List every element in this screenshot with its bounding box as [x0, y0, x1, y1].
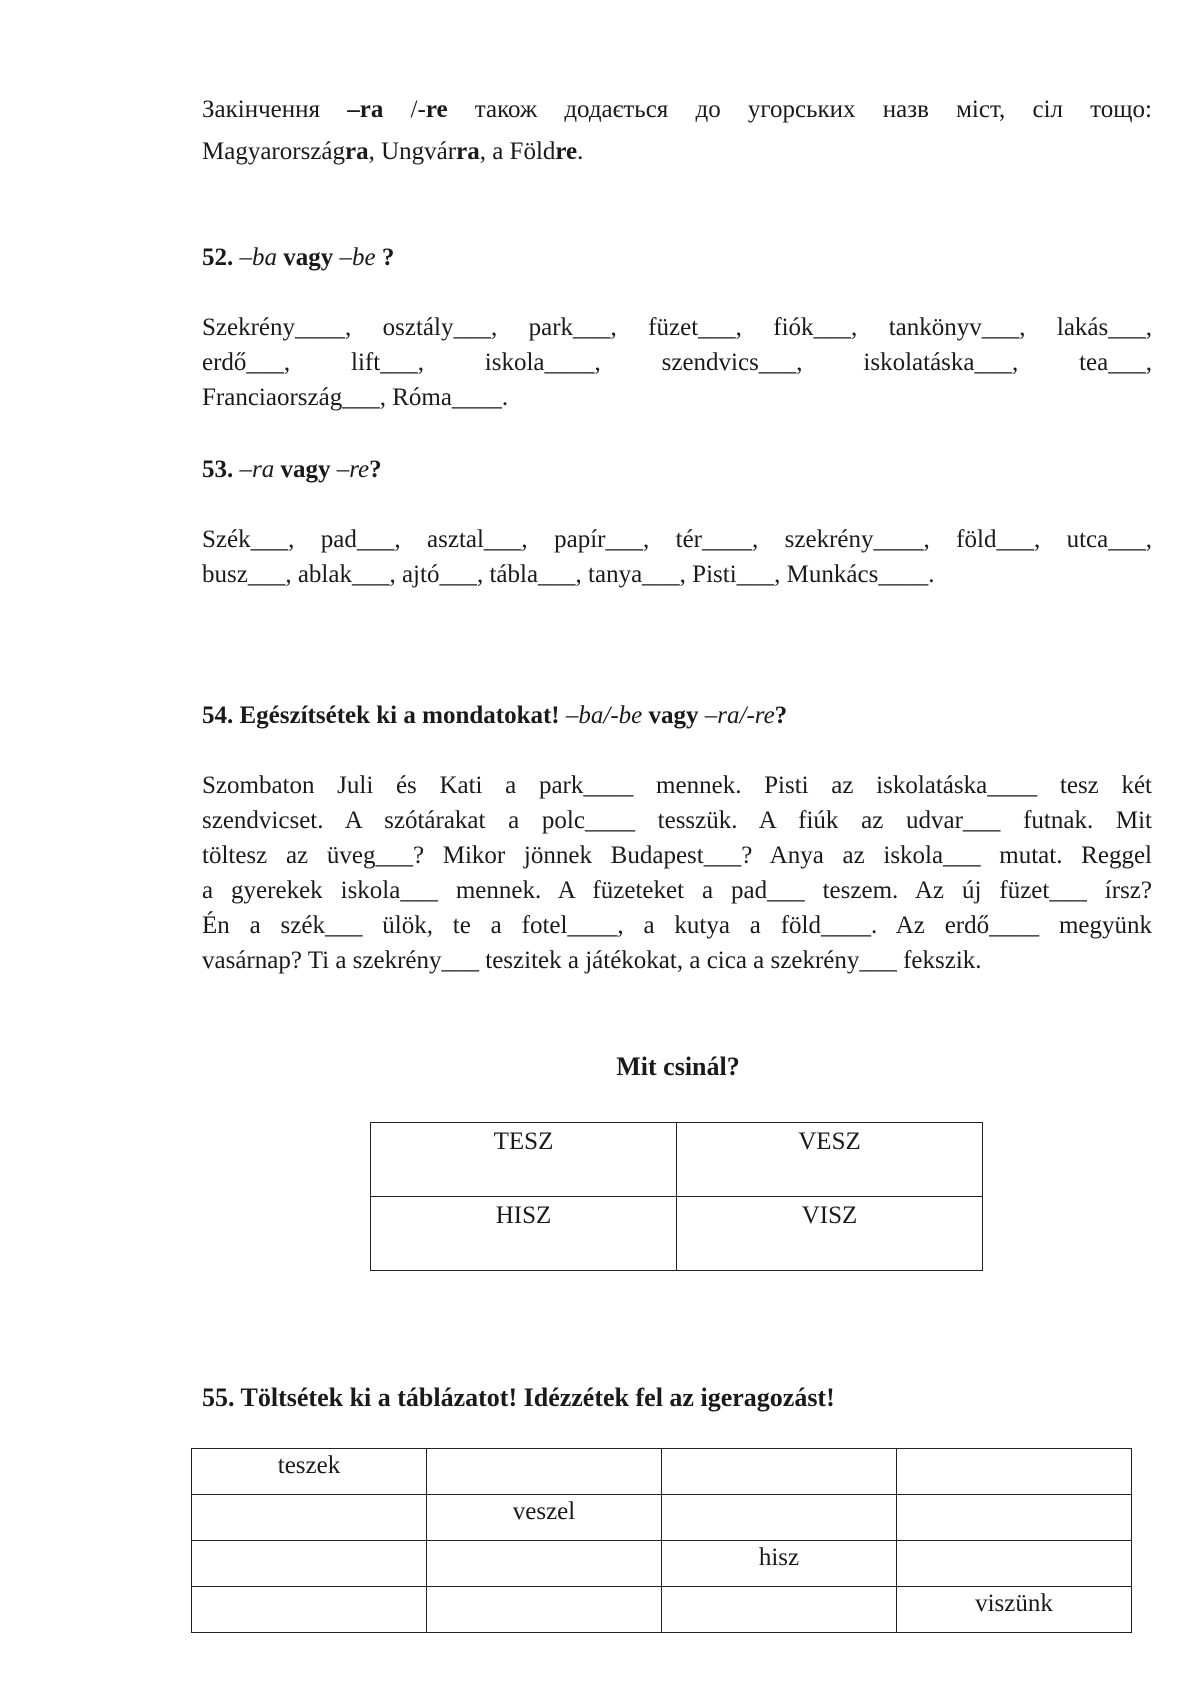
table-cell	[427, 1587, 662, 1633]
exercise-54-line-5: Én a szék___ ülök, te a fotel____, a kutya a föld____. Az erdő____ megyünk	[202, 912, 1152, 939]
exercise-54-heading: 54. Egészítsétek ki a mondatokat! –ba/-be vagy –ra/-re?	[202, 702, 788, 729]
mit-csinal-title: Mit csinál?	[616, 1052, 740, 1081]
table-cell: veszel	[427, 1495, 662, 1541]
table-cell	[662, 1495, 897, 1541]
table-row	[192, 1449, 1132, 1495]
exercise-53-line-1: Szék___, pad___, asztal___, papír___, tér____, szekrény____, föld___, utca___,	[202, 526, 1152, 553]
table-cell	[662, 1587, 897, 1633]
table-cell	[897, 1495, 1132, 1541]
exercise-52-line-3: Franciaország___, Róma____.	[202, 384, 509, 411]
intro-line-2: Magyarországra, Ungvárra, a Földre.	[202, 138, 584, 165]
table-cell: VESZ	[677, 1123, 983, 1197]
exercise-54-body	[202, 768, 1152, 978]
table-row	[192, 1495, 1132, 1541]
exercise-55-heading: 55. Töltsétek ki a táblázatot! Idézzétek fel az igeragozást!	[202, 1383, 835, 1412]
table-row	[371, 1123, 983, 1197]
table-row	[192, 1541, 1132, 1587]
exercise-54-line-2: szendvicset. A szótárakat a polc____ tesszük. A fiúk az udvar___ futnak. Mit	[202, 807, 1152, 834]
table-cell	[897, 1449, 1132, 1495]
exercise-52-line-1: Szekrény____, osztály___, park___, füzet___, fiók___, tankönyv___, lakás___,	[202, 314, 1152, 341]
verbs-table	[370, 1122, 983, 1271]
table-cell: VISZ	[677, 1197, 983, 1271]
exercise-54-line-3: töltesz az üveg___? Mikor jönnek Budapest___? Anya az iskola___ mutat. Reggel	[202, 842, 1152, 869]
table-cell: viszünk	[897, 1587, 1132, 1633]
exercise-54-line-4: a gyerekek iskola___ mennek. A füzeteket a pad___ teszem. Az új füzet___ írsz?	[202, 877, 1152, 904]
table-cell	[192, 1587, 427, 1633]
table-cell	[192, 1495, 427, 1541]
exercise-52-body	[202, 310, 1152, 415]
exercise-53-body	[202, 522, 1152, 592]
table-cell	[662, 1449, 897, 1495]
table-cell	[192, 1541, 427, 1587]
exercise-52-line-2: erdő___, lift___, iskola____, szendvics___, iskolatáska___, tea___,	[202, 349, 1152, 376]
exercise-52-heading: 52. –ba vagy –be ?	[202, 244, 395, 271]
exercise-53-line-2: busz___, ablak___, ajtó___, tábla___, tanya___, Pisti___, Munkács____.	[202, 561, 935, 588]
table-row	[371, 1197, 983, 1271]
exercise-54-line-1: Szombaton Juli és Kati a park____ mennek. Pisti az iskolatáska____ tesz két	[202, 772, 1152, 799]
table-cell	[427, 1449, 662, 1495]
intro-line-1: Закінчення –ra /-re також додається до угорських назв міст, сіл тощо:	[202, 96, 1152, 123]
conjugation-table	[191, 1448, 1132, 1633]
intro-paragraph	[202, 92, 1152, 127]
exercise-54-line-6: vasárnap? Ti a szekrény___ teszitek a játékokat, a cica a szekrény___ fekszik.	[202, 947, 982, 974]
exercise-53-heading: 53. –ra vagy –re?	[202, 456, 382, 483]
table-cell	[897, 1541, 1132, 1587]
table-cell: teszek	[192, 1449, 427, 1495]
table-cell	[427, 1541, 662, 1587]
table-cell: TESZ	[371, 1123, 677, 1197]
table-cell: hisz	[662, 1541, 897, 1587]
table-cell: HISZ	[371, 1197, 677, 1271]
table-row	[192, 1587, 1132, 1633]
